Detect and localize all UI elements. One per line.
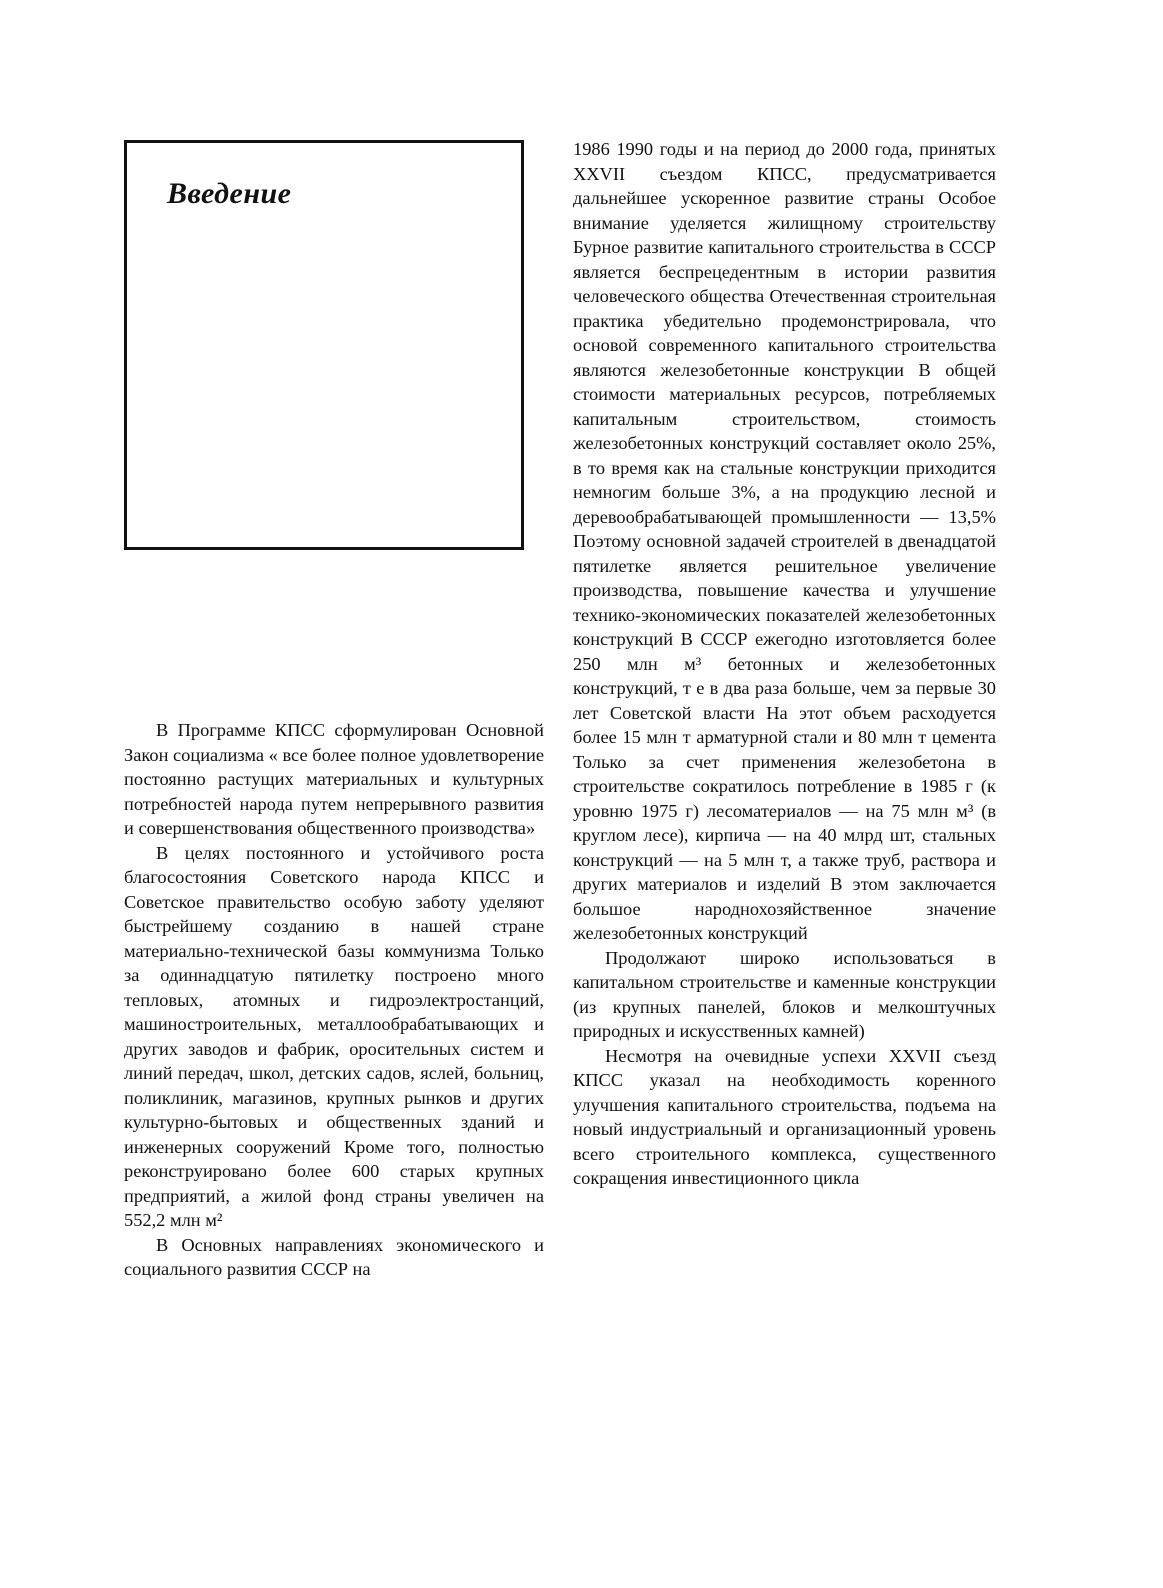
left-text-column [124, 718, 544, 1282]
right-text-column [573, 137, 996, 1191]
paragraph-congress: Несмотря на очевидные успехи XXVII съезд КПСС указал на необходимость коренного улучшения капитального строительства, подъема на новый индустриальный и организационный уровень всего строительного комплекса, существенного сокращения инвестиционного цикла [573, 1045, 996, 1188]
paragraph-continuation: 1986 1990 годы и на период до 2000 года, принятых XXVII съездом КПСС, предусматривается дальнейшее ускоренное развитие страны Особое внимание уделяется жилищному строительству Бурное развитие капитального строительства в СССР является беспрецедентным в истории развития человеческого общества Отечественная строительная практика убедительно продемонстрировала, что основой современного капитального строительства являются железобетонные конструкции В общей стоимости материальных ресурсов, потребляемых капитальным строительством, стоимость железобетонных конструкций составляет около 25%, в то время как на стальные конструкции приходится немногим больше 3%, а на продукцию лесной и деревообрабатывающей промышленности — 13,5% Поэтому основной задачей строителей в двенадцатой пятилетке является решительное увеличение производства, повышение качества и улучшение технико-экономических показателей железобетонных конструкций В СССР ежегодно изготовляется более 250 млн м³ бетонных и железобетонных конструкций, т е в два раза больше, чем за первые 30 лет Советской власти На этот объем расходуется более 15 млн т арматурной стали и 80 млн т цемента Только за счет применения железобетона в строительстве сократилось потребление в 1985 г (к уровню 1975 г) лесоматериалов — на 75 млн м³ (в круглом лесе), кирпича — на 40 млрд шт, стальных конструкций — на 5 млн т, а также труб, раствора и других материалов и изделий В этом заключается большое народнохозяйственное значение железобетонных конструкций [573, 139, 996, 943]
paragraph-program: В Программе КПСС сформулирован Основной Закон социализма « все более полное удовлетворение постоянно растущих материальных и культурных потребностей народа путем непрерывного развития и совершенствования общественного производства» [124, 720, 544, 838]
chapter-title-frame [124, 140, 524, 550]
paragraph-masonry: Продолжают широко использоваться в капитальном строительстве и каменные конструкции (из крупных панелей, блоков и мелкоштучных природных и искусственных камней) [573, 947, 996, 1041]
paragraph-growth: В целях постоянного и устойчивого роста благосостояния Советского народа КПСС и Советское правительство особую заботу уделяют быстрейшему созданию в нашей стране материально-технической базы коммунизма Только за одиннадцатую пятилетку построено много тепловых, атомных и гидроэлектростанций, машиностроительных, металлообрабатывающих и других заводов и фабрик, оросительных систем и линий передач, школ, детских садов, яслей, больниц, поликлиник, магазинов, крупных рынков и других культурно-бытовых и общественных зданий и инженерных сооружений Кроме того, полностью реконструировано более 600 старых крупных предприятий, а жилой фонд страны увеличен на 552,2 млн м² [124, 842, 544, 1230]
paragraph-directions: В Основных направлениях экономического и социального развития СССР на [124, 1234, 544, 1279]
chapter-title: Введение [167, 177, 292, 210]
